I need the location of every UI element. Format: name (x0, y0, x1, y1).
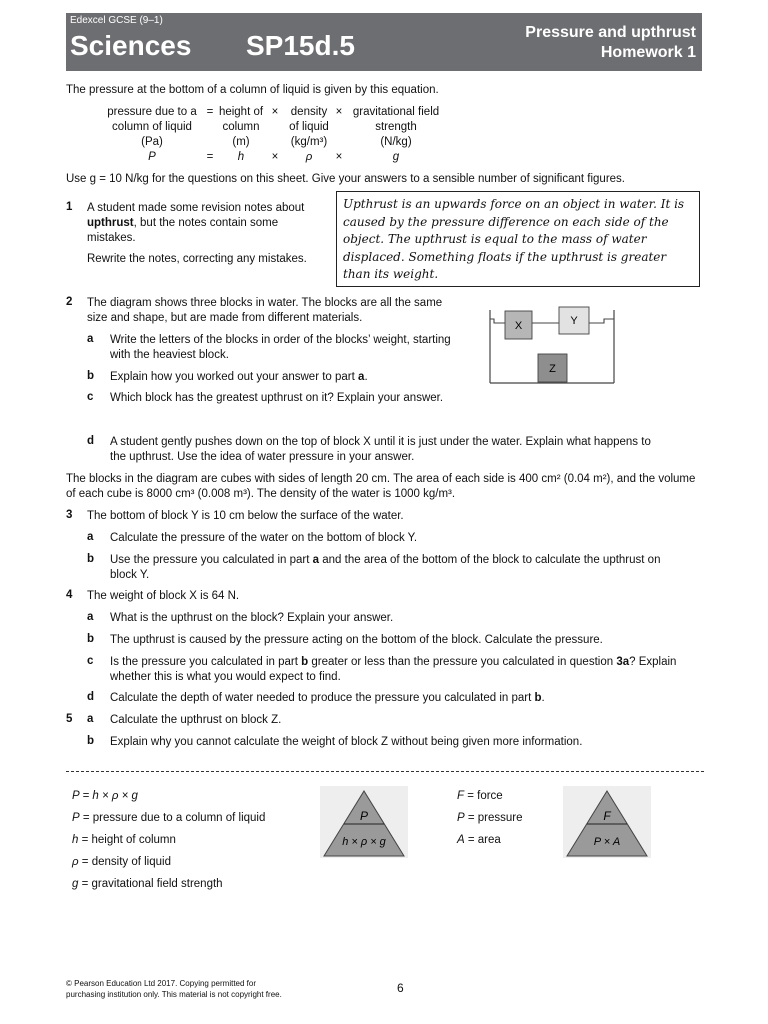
triangle-top-label: P (359, 809, 369, 823)
eq-col-times-2 (332, 105, 346, 165)
copyright-line: purchasing institution only. This material is not copyright free. (66, 990, 282, 999)
formula-symbol: F (457, 790, 465, 802)
q2b-text (110, 370, 455, 385)
eq-text: strength (375, 121, 417, 133)
q4c-text-part: greater or less than the pressure you calculated in question (311, 656, 614, 668)
formula-def (457, 833, 501, 848)
q1-text-part: A student made some revision notes about (87, 202, 305, 214)
q4d-text-part: Calculate the depth of water needed to produce the pressure you calculated in part (110, 692, 532, 704)
eq-text: × (271, 106, 279, 118)
formula-definition: = pressure due to a column of liquid (79, 812, 266, 824)
formula-pressure: P = h × ρ × g (72, 790, 138, 802)
eq-col-times-1 (268, 105, 282, 165)
q2-number: 2 (66, 296, 73, 308)
section-divider (66, 771, 704, 772)
eq-text: column (222, 121, 260, 133)
cubes-info: The blocks in the diagram are cubes with sides of length 20 cm. The area of each side is 400 cm² (0.04 m²), and the volume of each cube is 8000 cm³ (0.008 m³). The density of the water is 1000 kg/m³. (66, 473, 696, 500)
blocks-diagram (486, 306, 618, 386)
block-y-label: Y (570, 315, 578, 327)
q3b-ref: a (312, 554, 320, 566)
q4-text: The weight of block X is 64 N. (87, 590, 240, 602)
formula-symbol: P (457, 812, 465, 824)
q3-number: 3 (66, 509, 73, 521)
q4a-label: a (87, 611, 94, 623)
formula-symbol: P (72, 812, 80, 824)
formula-def (72, 877, 223, 892)
q4d-text (110, 691, 710, 706)
q3b-text (110, 553, 665, 583)
formula-def (457, 811, 523, 826)
q4b-label: b (87, 633, 95, 645)
formula-triangle-pressure (320, 786, 408, 858)
q1-keyword: upthrust (87, 217, 134, 229)
q4c-label: c (87, 655, 94, 667)
q1-text-part: , but the notes contain some mistakes. (87, 217, 279, 244)
q1-instruction: Rewrite the notes, correcting any mistakes. (87, 253, 307, 265)
formula-symbol: A (457, 834, 465, 846)
eq-symbol: h (237, 151, 245, 163)
q2b-label: b (87, 370, 95, 382)
eq-symbol: g (392, 151, 400, 163)
intro-text: The pressure at the bottom of a column of liquid is given by this equation. (66, 84, 439, 96)
eq-text: × (335, 151, 343, 163)
formula-def (72, 855, 171, 870)
brand-label: Edexcel GCSE (9–1) (70, 15, 163, 26)
q2d-label: d (87, 435, 95, 447)
eq-text (332, 120, 346, 135)
triangle-bottom-label: P × A (593, 836, 621, 848)
q2b-ref: a (358, 371, 365, 383)
sheet-subtitle: Homework 1 (600, 44, 696, 61)
subject-title: Sciences (70, 30, 192, 61)
eq-text: = (206, 106, 214, 118)
formula-def (72, 833, 176, 848)
triangle-top-label: F (603, 809, 611, 823)
eq-col-gravity (345, 105, 447, 165)
q4c-text (110, 655, 702, 685)
formula-symbol: ρ (72, 856, 79, 868)
eq-text: column of liquid (112, 121, 192, 133)
q3-text: The bottom of block Y is 10 cm below the surface of the water. (87, 510, 404, 522)
q4d-text-part: . (541, 692, 545, 704)
q1-text (87, 201, 312, 246)
q2a-label: a (87, 333, 94, 345)
eq-text: (m) (232, 136, 250, 148)
eq-text: pressure due to a (107, 106, 197, 118)
eq-symbol: ρ (305, 151, 313, 163)
formula-definition: = force (464, 790, 503, 802)
q2b-text-part: Explain how you worked out your answer to part (110, 371, 355, 383)
eq-text: height of (218, 106, 264, 118)
q1-number: 1 (66, 201, 73, 213)
formula-definition: = density of liquid (78, 856, 171, 868)
q5b-label: b (87, 735, 95, 747)
triangle-bottom-label: h × ρ × g (342, 836, 386, 848)
q2c-text: Which block has the greatest upthrust on it? Explain your answer. (110, 392, 444, 404)
q3a-label: a (87, 531, 94, 543)
eq-text: × (335, 106, 343, 118)
q3b-text-part: and the area of the bottom of the block to calculate the upthrust on block Y. (110, 554, 661, 581)
q3b-label: b (87, 553, 95, 565)
q4c-text-part: ? Explain whether this is what you would expect to find. (110, 656, 677, 683)
eq-col-height (212, 105, 270, 165)
q4c-ref: b (301, 656, 309, 668)
eq-text: (kg/m³) (290, 136, 328, 148)
q4d-ref: b (534, 692, 542, 704)
q2-text: The diagram shows three blocks in water. The blocks are all the same size and shape, but are made from different materials. (87, 297, 443, 324)
page-number: 6 (397, 981, 404, 995)
eq-text: density (290, 106, 328, 118)
q5-number: 5 (66, 713, 73, 725)
eq-text: (Pa) (141, 136, 163, 148)
eq-text (332, 135, 346, 150)
eq-text: (N/kg) (380, 136, 412, 148)
formula-definition: = pressure (464, 812, 523, 824)
q4-number: 4 (66, 589, 73, 601)
block-x-label: X (514, 320, 523, 332)
use-g-instruction: Use g = 10 N/kg for the questions on this sheet. Give your answers to a sensible number of significant figures. (66, 173, 626, 185)
block-z-label: Z (549, 363, 556, 375)
eq-col-pressure (96, 105, 208, 165)
eq-text (268, 120, 282, 135)
formula-definition: = height of column (78, 834, 176, 846)
formula-def (72, 811, 265, 826)
q4c-text-part: Is the pressure you calculated in part (110, 656, 298, 668)
formula-symbol: h (72, 834, 79, 846)
eq-text: of liquid (289, 121, 329, 133)
q5a-text: Calculate the upthrust on block Z. (110, 714, 282, 726)
eq-text: = (206, 151, 214, 163)
q4d-label: d (87, 691, 95, 703)
eq-col-density (282, 105, 336, 165)
q2b-text-part: . (364, 371, 368, 383)
q3b-text-part: Use the pressure you calculated in part (110, 554, 310, 566)
sheet-title: Pressure and upthrust (525, 24, 696, 41)
q5a-label: a (87, 713, 94, 725)
copyright-notice (66, 978, 282, 1000)
q2c-label: c (87, 391, 94, 403)
q2a-text: Write the letters of the blocks in order of the blocks’ weight, starting with the heaviest block. (110, 334, 451, 361)
eq-text: gravitational field (352, 106, 440, 118)
q4a-text: What is the upthrust on the block? Explain your answer. (110, 612, 394, 624)
formula-def (457, 789, 503, 804)
q3a-text: Calculate the pressure of the water on the bottom of block Y. (110, 532, 418, 544)
formula-triangle-force (563, 786, 651, 858)
formula-definition: = gravitational field strength (78, 878, 223, 890)
copyright-line: © Pearson Education Ltd 2017. Copying permitted for (66, 979, 257, 988)
formula-definition: = area (464, 834, 501, 846)
header-banner (66, 13, 702, 71)
q2d-text: A student gently pushes down on the top of block X until it is just under the water. Explain what happens to the upthrust. Use the idea of water pressure in your answer. (110, 436, 651, 463)
q5b-text: Explain why you cannot calculate the weight of block Z without being given more information. (110, 736, 583, 748)
formula-symbol: g (72, 878, 79, 890)
revision-notes-box: Upthrust is an upwards force on an object in water. It is caused by the pressure difference on each side of the object. The upthrust is equal to the mass of water displaced. Something floats if the upthrust is greater than its weight. (336, 191, 700, 287)
eq-symbol: P (148, 151, 156, 163)
q4c-ref: 3a (616, 656, 630, 668)
q4b-text: The upthrust is caused by the pressure acting on the bottom of the block. Calculate the pressure. (110, 634, 603, 646)
eq-text (268, 135, 282, 150)
sheet-code: SP15d.5 (246, 30, 355, 61)
eq-text: × (271, 151, 279, 163)
